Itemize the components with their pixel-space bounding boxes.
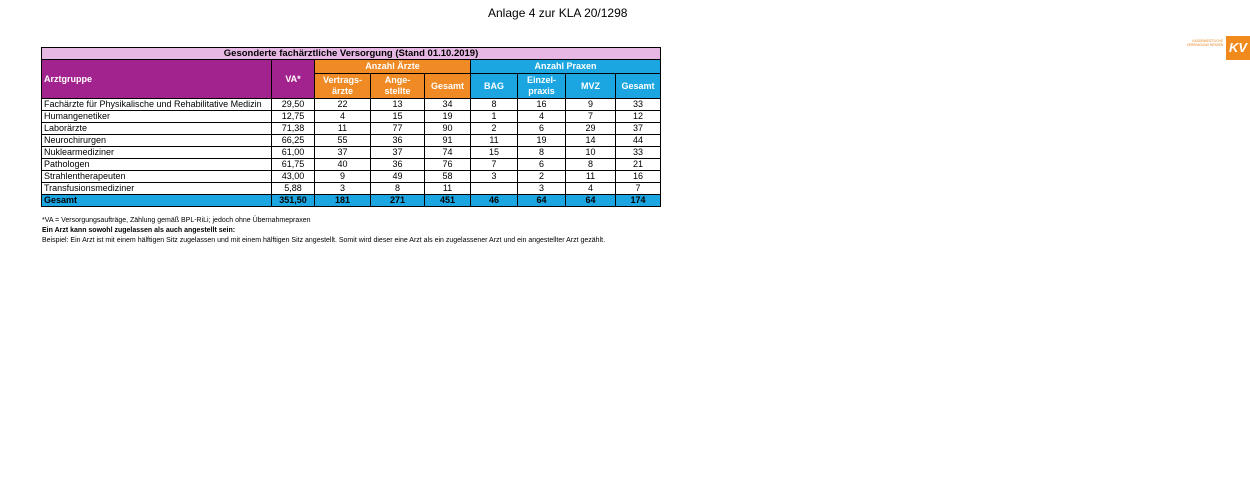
cell-angest: 77 — [371, 123, 425, 135]
col-header-arztgruppe: Arztgruppe — [42, 60, 272, 99]
cell-einzel: 16 — [518, 99, 566, 111]
col-header-va: VA* — [272, 60, 315, 99]
total-va: 351,50 — [272, 195, 315, 207]
cell-va: 61,75 — [272, 159, 315, 171]
table-row — [42, 111, 661, 123]
cell-gesamt-p: 33 — [616, 99, 661, 111]
table-row — [42, 123, 661, 135]
cell-va: 66,25 — [272, 135, 315, 147]
col-header-mvz: MVZ — [566, 74, 616, 99]
logo-mark: KV — [1226, 36, 1250, 60]
cell-einzel: 6 — [518, 123, 566, 135]
cell-gesamt-a: 90 — [425, 123, 471, 135]
cell-arztgruppe: Transfusionsmediziner — [42, 183, 272, 195]
footnote: *VA = Versorgungsaufträge, Zählung gemäß BPL-RiLi; jedoch ohne Übernahmepraxen — [42, 217, 311, 224]
cell-mvz: 14 — [566, 135, 616, 147]
cell-vertrag: 40 — [315, 159, 371, 171]
col-header-gesamt-aerzte: Gesamt — [425, 74, 471, 99]
cell-gesamt-a: 74 — [425, 147, 471, 159]
cell-gesamt-a: 76 — [425, 159, 471, 171]
table-row — [42, 171, 661, 183]
table-row — [42, 99, 661, 111]
cell-gesamt-a: 19 — [425, 111, 471, 123]
cell-va: 43,00 — [272, 171, 315, 183]
total-row — [42, 195, 661, 207]
cell-angest: 8 — [371, 183, 425, 195]
cell-arztgruppe: Neurochirurgen — [42, 135, 272, 147]
cell-arztgruppe: Strahlentherapeuten — [42, 171, 272, 183]
cell-arztgruppe: Humangenetiker — [42, 111, 272, 123]
total-einzel: 64 — [518, 195, 566, 207]
cell-gesamt-p: 16 — [616, 171, 661, 183]
cell-va: 12,75 — [272, 111, 315, 123]
cell-gesamt-a: 91 — [425, 135, 471, 147]
cell-gesamt-a: 34 — [425, 99, 471, 111]
cell-angest: 13 — [371, 99, 425, 111]
versorgung-table — [41, 47, 661, 207]
table-row — [42, 183, 661, 195]
cell-einzel: 3 — [518, 183, 566, 195]
col-header-angestellte: Ange-stellte — [371, 74, 425, 99]
cell-bag: 8 — [471, 99, 518, 111]
col-header-gesamt-praxen: Gesamt — [616, 74, 661, 99]
note-heading: Ein Arzt kann sowohl zugelassen als auch angestellt sein: — [42, 227, 236, 234]
cell-einzel: 6 — [518, 159, 566, 171]
cell-bag: 15 — [471, 147, 518, 159]
cell-va: 29,50 — [272, 99, 315, 111]
notes — [42, 216, 605, 246]
total-bag: 46 — [471, 195, 518, 207]
cell-bag: 11 — [471, 135, 518, 147]
cell-gesamt-p: 12 — [616, 111, 661, 123]
cell-einzel: 2 — [518, 171, 566, 183]
group-header-aerzte: Anzahl Ärzte — [315, 60, 471, 74]
cell-arztgruppe: Laborärzte — [42, 123, 272, 135]
cell-angest: 36 — [371, 135, 425, 147]
total-gesamt-a: 451 — [425, 195, 471, 207]
table-title: Gesonderte fachärztliche Versorgung (Stand 01.10.2019) — [42, 48, 661, 60]
cell-mvz: 8 — [566, 159, 616, 171]
cell-va: 71,38 — [272, 123, 315, 135]
cell-vertrag: 9 — [315, 171, 371, 183]
total-angest: 271 — [371, 195, 425, 207]
total-label: Gesamt — [42, 195, 272, 207]
cell-einzel: 8 — [518, 147, 566, 159]
cell-gesamt-a: 11 — [425, 183, 471, 195]
cell-gesamt-p: 21 — [616, 159, 661, 171]
table-row — [42, 147, 661, 159]
cell-angest: 15 — [371, 111, 425, 123]
cell-gesamt-a: 58 — [425, 171, 471, 183]
cell-vertrag: 37 — [315, 147, 371, 159]
cell-gesamt-p: 7 — [616, 183, 661, 195]
cell-mvz: 10 — [566, 147, 616, 159]
cell-vertrag: 55 — [315, 135, 371, 147]
total-mvz: 64 — [566, 195, 616, 207]
cell-mvz: 4 — [566, 183, 616, 195]
col-header-vertragsaerzte: Vertrags-ärzte — [315, 74, 371, 99]
cell-va: 5,88 — [272, 183, 315, 195]
cell-bag: 1 — [471, 111, 518, 123]
cell-angest: 49 — [371, 171, 425, 183]
note-example: Beispiel: Ein Arzt ist mit einem hälftigen Sitz zugelassen und mit einem hälftigen Sitz angestellt. Somit wird dieser eine Arzt als ein zugelassener Arzt und ein angestellter Arzt gezählt. — [42, 237, 606, 244]
logo-subtitle: KASSENÄRZTLICHE VEREINIGUNG HESSEN — [1186, 39, 1223, 47]
cell-vertrag: 11 — [315, 123, 371, 135]
kv-logo — [592, 18, 1248, 55]
table-row — [42, 159, 661, 171]
cell-angest: 36 — [371, 159, 425, 171]
cell-bag: 3 — [471, 171, 518, 183]
cell-vertrag: 3 — [315, 183, 371, 195]
cell-mvz: 9 — [566, 99, 616, 111]
cell-bag — [471, 183, 518, 195]
cell-mvz: 11 — [566, 171, 616, 183]
cell-einzel: 4 — [518, 111, 566, 123]
cell-vertrag: 22 — [315, 99, 371, 111]
cell-angest: 37 — [371, 147, 425, 159]
cell-gesamt-p: 44 — [616, 135, 661, 147]
cell-arztgruppe: Pathologen — [42, 159, 272, 171]
group-header-praxen: Anzahl Praxen — [471, 60, 661, 74]
col-header-bag: BAG — [471, 74, 518, 99]
cell-gesamt-p: 37 — [616, 123, 661, 135]
cell-vertrag: 4 — [315, 111, 371, 123]
cell-bag: 2 — [471, 123, 518, 135]
table-row — [42, 135, 661, 147]
total-vertrag: 181 — [315, 195, 371, 207]
cell-mvz: 7 — [566, 111, 616, 123]
col-header-einzelpraxis: Einzel-praxis — [518, 74, 566, 99]
cell-gesamt-p: 33 — [616, 147, 661, 159]
document-reference: Anlage 4 zur KLA 20/1298 — [488, 6, 628, 20]
cell-mvz: 29 — [566, 123, 616, 135]
cell-arztgruppe: Fachärzte für Physikalische und Rehabilitative Medizin — [42, 99, 272, 111]
cell-einzel: 19 — [518, 135, 566, 147]
cell-bag: 7 — [471, 159, 518, 171]
cell-va: 61,00 — [272, 147, 315, 159]
total-gesamt-p: 174 — [616, 195, 661, 207]
cell-arztgruppe: Nuklearmediziner — [42, 147, 272, 159]
